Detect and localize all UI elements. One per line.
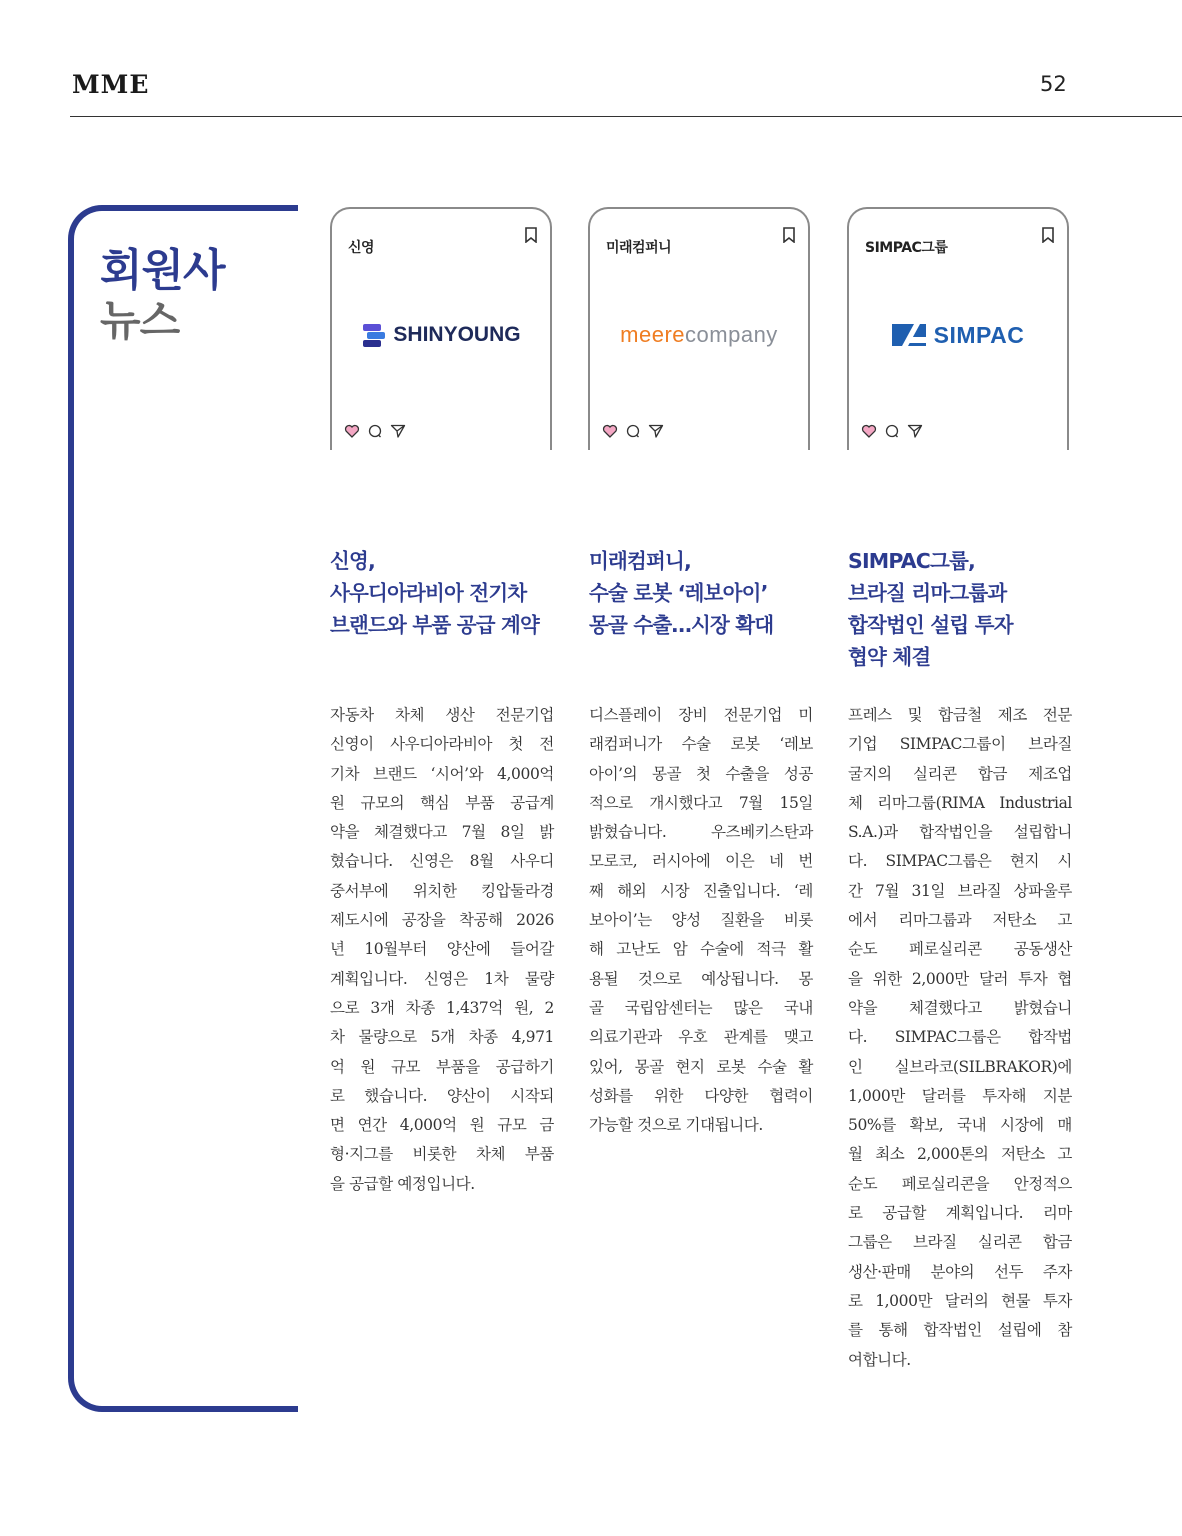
body-line: 약을 체결했다고 7월 8일 밝 bbox=[330, 823, 554, 842]
body-line: 자동차 차체 생산 전문기업 bbox=[330, 706, 554, 724]
shinyoung-logo-mark bbox=[361, 322, 387, 348]
body-line: 아이’의 몽골 첫 수출을 성공 bbox=[589, 764, 813, 783]
bookmark-icon[interactable] bbox=[1041, 227, 1055, 243]
article-body-meerecompany bbox=[589, 701, 813, 1140]
body-line: 를 통해 합작법인 설립에 참 bbox=[848, 1321, 1072, 1340]
card-actions bbox=[344, 423, 406, 439]
company-logo-text: company bbox=[685, 322, 778, 347]
body-line: 형·지그를 비롯한 차체 부품 bbox=[330, 1145, 554, 1164]
body-line: 제도시에 공장을 착공해 2026 bbox=[330, 911, 554, 930]
meere-logo-text: meere bbox=[620, 322, 686, 347]
card-company-name: SIMPAC그룹 bbox=[865, 240, 948, 256]
send-icon[interactable] bbox=[648, 423, 664, 439]
article-headline-meerecompany[interactable] bbox=[589, 545, 814, 641]
body-line: 골 국립암센터는 많은 국내 bbox=[589, 998, 813, 1017]
simpac-logo bbox=[849, 305, 1067, 365]
page-number: 52 bbox=[1040, 72, 1067, 96]
send-icon[interactable] bbox=[390, 423, 406, 439]
body-line: 기차 브랜드 ‘시어’와 4,000억 bbox=[330, 764, 554, 783]
headline-line: 협약 체결 bbox=[848, 645, 931, 669]
shinyoung-logo bbox=[332, 305, 550, 365]
body-line: 성화를 위한 다양한 협력이 bbox=[589, 1086, 813, 1105]
body-line: 의료기관과 우호 관계를 맺고 bbox=[589, 1028, 813, 1047]
body-line: S.A.)과 합작법인을 설립합니 bbox=[848, 823, 1072, 842]
post-card-shinyoung bbox=[330, 207, 552, 450]
comment-icon[interactable] bbox=[367, 423, 383, 439]
body-line: 을 공급할 예정입니다. bbox=[330, 1174, 475, 1193]
body-line: 원 규모의 핵심 부품 공급계 bbox=[330, 793, 554, 812]
body-line: 혔습니다. 신영은 8월 사우디 bbox=[330, 852, 554, 871]
body-line: 생산·판매 분야의 선두 주자 bbox=[848, 1262, 1072, 1281]
body-line: 약을 체결했다고 밝혔습니 bbox=[848, 998, 1072, 1017]
body-line: 래컴퍼니가 수술 로봇 ‘레보 bbox=[589, 735, 813, 754]
body-line: 억 원 규모 부품을 공급하기 bbox=[330, 1057, 554, 1076]
headline-line: 브라질 리마그룹과 bbox=[848, 581, 1007, 605]
card-actions bbox=[861, 423, 923, 439]
body-line: 중서부에 위치한 킹압둘라경 bbox=[330, 881, 554, 900]
simpac-logo-text: SIMPAC bbox=[933, 321, 1025, 348]
meerecompany-logo bbox=[590, 305, 808, 365]
body-line: 50%를 확보, 국내 시장에 매 bbox=[848, 1116, 1072, 1135]
body-line: 면 연간 4,000억 원 규모 금 bbox=[330, 1116, 554, 1135]
headline-line: 브랜드와 부품 공급 계약 bbox=[330, 613, 540, 637]
send-icon[interactable] bbox=[907, 423, 923, 439]
magazine-title: MME bbox=[72, 70, 150, 99]
body-line: 해 고난도 암 수술에 적극 활 bbox=[589, 940, 813, 959]
headline-line: 수술 로봇 ‘레보아이’ bbox=[589, 581, 768, 605]
body-line: 째 해외 시장 진출입니다. ‘레 bbox=[589, 881, 813, 900]
post-card-simpac bbox=[847, 207, 1069, 450]
body-line: 로 1,000만 달러의 현물 투자 bbox=[848, 1291, 1072, 1310]
article-body-shinyoung bbox=[330, 701, 554, 1199]
body-line: 로 했습니다. 양산이 시작되 bbox=[330, 1086, 554, 1105]
card-company-name: 미래컴퍼니 bbox=[606, 240, 672, 256]
body-line: 1,000만 달러를 투자해 지분 bbox=[848, 1086, 1072, 1105]
body-line: 순도 페로실리콘을 안정적으 bbox=[848, 1174, 1072, 1193]
body-line: 신영이 사우디아라비아 첫 전 bbox=[330, 735, 554, 754]
article-headline-simpac[interactable] bbox=[848, 545, 1073, 673]
body-line: 월 최소 2,000톤의 저탄소 고 bbox=[848, 1145, 1072, 1164]
comment-icon[interactable] bbox=[884, 423, 900, 439]
headline-line: 사우디아라비아 전기차 bbox=[330, 581, 527, 605]
shinyoung-logo-text: SHINYOUNG bbox=[393, 323, 521, 346]
body-line: 체 리마그룹(RIMA Industrial bbox=[848, 793, 1072, 812]
section-title-sub: 뉴스 bbox=[100, 296, 180, 345]
body-line: 프레스 및 합금철 제조 전문 bbox=[848, 706, 1072, 724]
bookmark-icon[interactable] bbox=[782, 227, 796, 243]
body-line: 밝혔습니다. 우즈베키스탄과 bbox=[589, 823, 813, 842]
bookmark-icon[interactable] bbox=[524, 227, 538, 243]
body-line: 다. SIMPAC그룹은 현지 시 bbox=[848, 852, 1072, 871]
heart-icon[interactable] bbox=[602, 423, 618, 439]
body-line: 순도 페로실리콘 공동생산 bbox=[848, 940, 1072, 959]
body-line: 계획입니다. 신영은 1차 물량 bbox=[330, 969, 554, 988]
body-line: 다. SIMPAC그룹은 합작법 bbox=[848, 1028, 1072, 1047]
body-line: 간 7월 31일 브라질 상파울루 bbox=[848, 881, 1072, 900]
body-line: 모로코, 러시아에 이은 네 번 bbox=[589, 852, 813, 871]
body-line: 인 실브라코(SILBRAKOR)에 bbox=[848, 1057, 1072, 1076]
headline-line: 합작법인 설립 투자 bbox=[848, 613, 1013, 637]
body-line: 을 위한 2,000만 달러 투자 협 bbox=[848, 969, 1072, 988]
article-headline-shinyoung[interactable] bbox=[330, 545, 555, 641]
article-body-simpac bbox=[848, 701, 1072, 1375]
body-line: 있어, 몽골 현지 로봇 수술 활 bbox=[589, 1057, 813, 1076]
body-line: 로 공급할 계획입니다. 리마 bbox=[848, 1204, 1072, 1223]
body-line: 기업 SIMPAC그룹이 브라질 bbox=[848, 735, 1072, 754]
card-actions bbox=[602, 423, 664, 439]
comment-icon[interactable] bbox=[625, 423, 641, 439]
body-line: 용될 것으로 예상됩니다. 몽 bbox=[589, 969, 813, 988]
body-line: 디스플레이 장비 전문기업 미 bbox=[589, 706, 813, 724]
headline-line: 몽골 수출…시장 확대 bbox=[589, 613, 774, 637]
body-line: 가능할 것으로 기대됩니다. bbox=[589, 1116, 763, 1135]
heart-icon[interactable] bbox=[861, 423, 877, 439]
headline-line: 신영, bbox=[330, 549, 375, 573]
card-company-name: 신영 bbox=[348, 240, 375, 256]
simpac-logo-mark bbox=[892, 323, 928, 347]
section-title-main: 회원사 bbox=[100, 245, 225, 296]
body-line: 보아이’는 양성 질환을 비롯 bbox=[589, 911, 813, 930]
body-line: 에서 리마그룹과 저탄소 고 bbox=[848, 911, 1072, 930]
body-line: 으로 3개 차종 1,437억 원, 2 bbox=[330, 998, 554, 1017]
body-line: 굴지의 실리콘 합금 제조업 bbox=[848, 764, 1072, 783]
body-line: 차 물량으로 5개 차종 4,971 bbox=[330, 1028, 554, 1047]
body-line: 적으로 개시했다고 7월 15일 bbox=[589, 793, 813, 812]
body-line: 여합니다. bbox=[848, 1350, 911, 1369]
headline-line: SIMPAC그룹, bbox=[848, 549, 976, 573]
section-frame bbox=[68, 205, 298, 1412]
heart-icon[interactable] bbox=[344, 423, 360, 439]
body-line: 년 10월부터 양산에 들어갈 bbox=[330, 940, 554, 959]
headline-line: 미래컴퍼니, bbox=[589, 549, 692, 573]
header-rule bbox=[70, 116, 1182, 117]
body-line: 그룹은 브라질 실리콘 합금 bbox=[848, 1233, 1072, 1252]
post-card-meerecompany bbox=[588, 207, 810, 450]
